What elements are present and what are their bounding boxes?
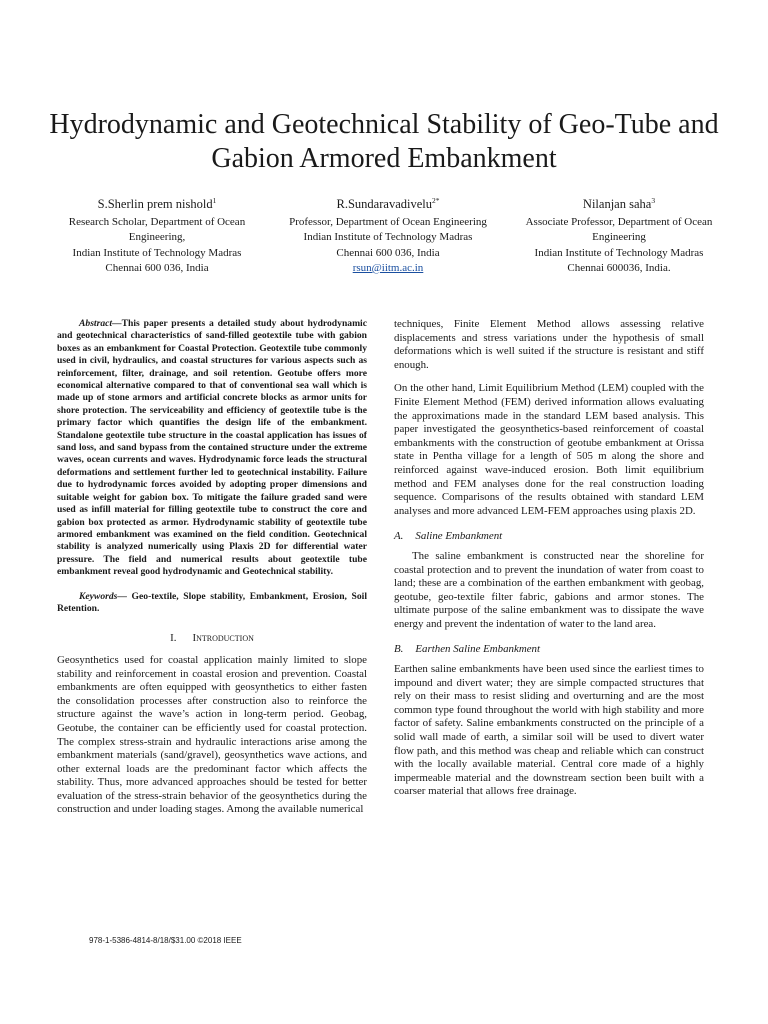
author-name: R.Sundaravadivelu [336,197,432,212]
abstract [57,318,367,579]
author-affiliation-line: Professor, Department of Ocean Engineering [289,216,487,229]
subsection-heading-earthen [394,643,704,657]
author-name: S.Sherlin prem nishold [97,197,213,212]
author-affiliation-line: Indian Institute of Technology Madras [303,231,473,244]
author-3 [514,192,724,276]
author-sup: 1 [212,196,217,205]
author-sup: 3 [651,196,656,205]
keywords [57,591,367,616]
subsection-title: Earthen Saline Embankment [415,643,541,656]
author-block [52,192,724,276]
author-name: Nilanjan saha [582,197,652,212]
author-affiliation-line: Chennai 600036, India. [567,261,671,274]
author-affiliation-line: Research Scholar, Department of Ocean Engineering, [68,216,246,244]
keywords-text: Geo-textile, Slope stability, Embankment, Erosion, Soil Retention. [57,590,367,614]
section-title: Introduction [192,632,254,645]
section-number: I. [170,632,177,645]
body-paragraph: Earthen saline embankments have been used since the earliest times to impound and divert water; they are simple compacted structures that rely on their mass to resist sliding and overturning and are the most common type found throughout the world with high stability and more factor of safety. Saline embankments constructed on the principle of a solid wall made of earth, a similar soil will be used to divert water flow path, and this method was cheap and reliable which can construct with the locally available material. Central core made of a highly impermeable material and the downstream section been built with a coarser material that allows free drainage. [394,663,704,798]
body-paragraph: On the other hand, Limit Equilibrium Method (LEM) coupled with the Finite Element Method (FEM) derived information allows evaluating the approximations made in the standard LEM based analysis. This paper investigated the geosynthetics-based reinforcement of coastal embankments with the construction of geotube embankment at Orissa state in Pentha village for a length of 505 m along the shore and reinforced against wave-induced erosion. Both limit equilibrium method and FEM analyses done for the real construction loading sequence. Comparisons of the results obtained with standard LEM analyses and more advanced LEM-FEM approaches using plaxis 2D. [394,382,704,517]
author-affiliation-line: Indian Institute of Technology Madras [72,246,242,259]
author-email-link[interactable]: rsun@iitm.ac.in [352,261,424,274]
subsection-letter: A. [394,530,404,543]
author-affiliation-line: Indian Institute of Technology Madras [534,246,704,259]
left-column [57,318,367,817]
author-affiliation-line: Associate Professor, Department of Ocean Engineering [525,216,713,244]
keywords-lead: Keywords— [79,590,127,602]
author-affiliation-line: Chennai 600 036, India [336,246,440,259]
author-sup: 2* [431,196,440,205]
body-paragraph: The saline embankment is constructed near the shoreline for coastal protection and to prevent the inundation of water from coast to land; these are a combination of the earthen embankment with geobag, geotube, geo-textile filter fabric, gabions and armor stones. The ultimate purpose of the saline embankment was to dissipate the wave energy and prevent the indentation of water to the land area. [394,549,704,630]
author-1 [52,192,262,276]
intro-paragraph: Geosynthetics used for coastal application mainly limited to slope stability and reinforcement in coastal erosion and prevention. Coastal embankments are often equipped with geosynthetics to either fasten the consolidation processes after construction also to reinforce the structure against the wave’s action in long-term period. Geobag, Geotube, the container can be efficiently used for coastal protection. The complex stress-strain and hydraulic interactions arise among the embankment materials (sand/gravel), geosynthetics wave actions, and other external loads are the predominant factor which affects the stability. Thus, more advanced approaches should be tested for better evaluation of the stress-strain behavior of the geosynthetics during the construction and under loading stages. Among the available numerical [57,653,367,816]
abstract-lead: Abstract— [79,318,122,329]
subsection-heading-saline [394,530,704,544]
subsection-title: Saline Embankment [415,530,503,543]
author-affiliation-line: Chennai 600 036, India [105,261,209,274]
abstract-text: This paper presents a detailed study about hydrodynamic and geotechnical characteristics of sand-filled geotextile tube with gabion boxes as an embankment for Coastal Protection. Geotextile tube commonly used in civil, hydraulics, and coastal structures for various aspects such as reinforcement, filter, drainage, and soil retention. Geotube offers more economical alternative compared to that of conventional sea wall which is made up of stone armors and artificial concrete blocks as armor units for shore protection. The serviceability and efficiency of geotextile tube is the primary factor which quantifies the design life of the embankment. Standalone geotextile tube structure in the coastal application has issues of sand loss, and sand bypass from the contained structure under the extreme waves, ocean currents and waves. Hydrodynamic force leads the structural deformations and settlement further led to geotechnical instability. Failure due to hydrodynamic forces avoided by adopting proper dimensions and suitable weight for gabion box. To mitigate the failure graded sand were used as infill material for filling geotextile tube to construct the core and gabion box protected as armor. Hydrodynamic stability of geotextile tube armored embankment was examined on the field condition. Geotechnical stability is analyzed numerically using Plaxis 2D for differential water pressure. The field and numerical results about geotextile tube embankment reveal good hydrodynamic and Geotechnical stability. [57,318,367,578]
author-2 [283,192,493,276]
paper-title: Hydrodynamic and Geotechnical Stability of Geo-Tube and Gabion Armored Embankment [49,109,719,174]
right-column [394,318,704,799]
body-paragraph: techniques, Finite Element Method allows assessing relative displacements and stress variations under the hypothesis of small deformations which is well suited if the structure is resistant and stiff enough. [394,318,704,371]
copyright-footer: 978-1-5386-4814-8/18/$31.00 ©2018 IEEE [89,936,242,945]
section-heading-introduction [57,632,367,646]
subsection-letter: B. [394,643,404,656]
